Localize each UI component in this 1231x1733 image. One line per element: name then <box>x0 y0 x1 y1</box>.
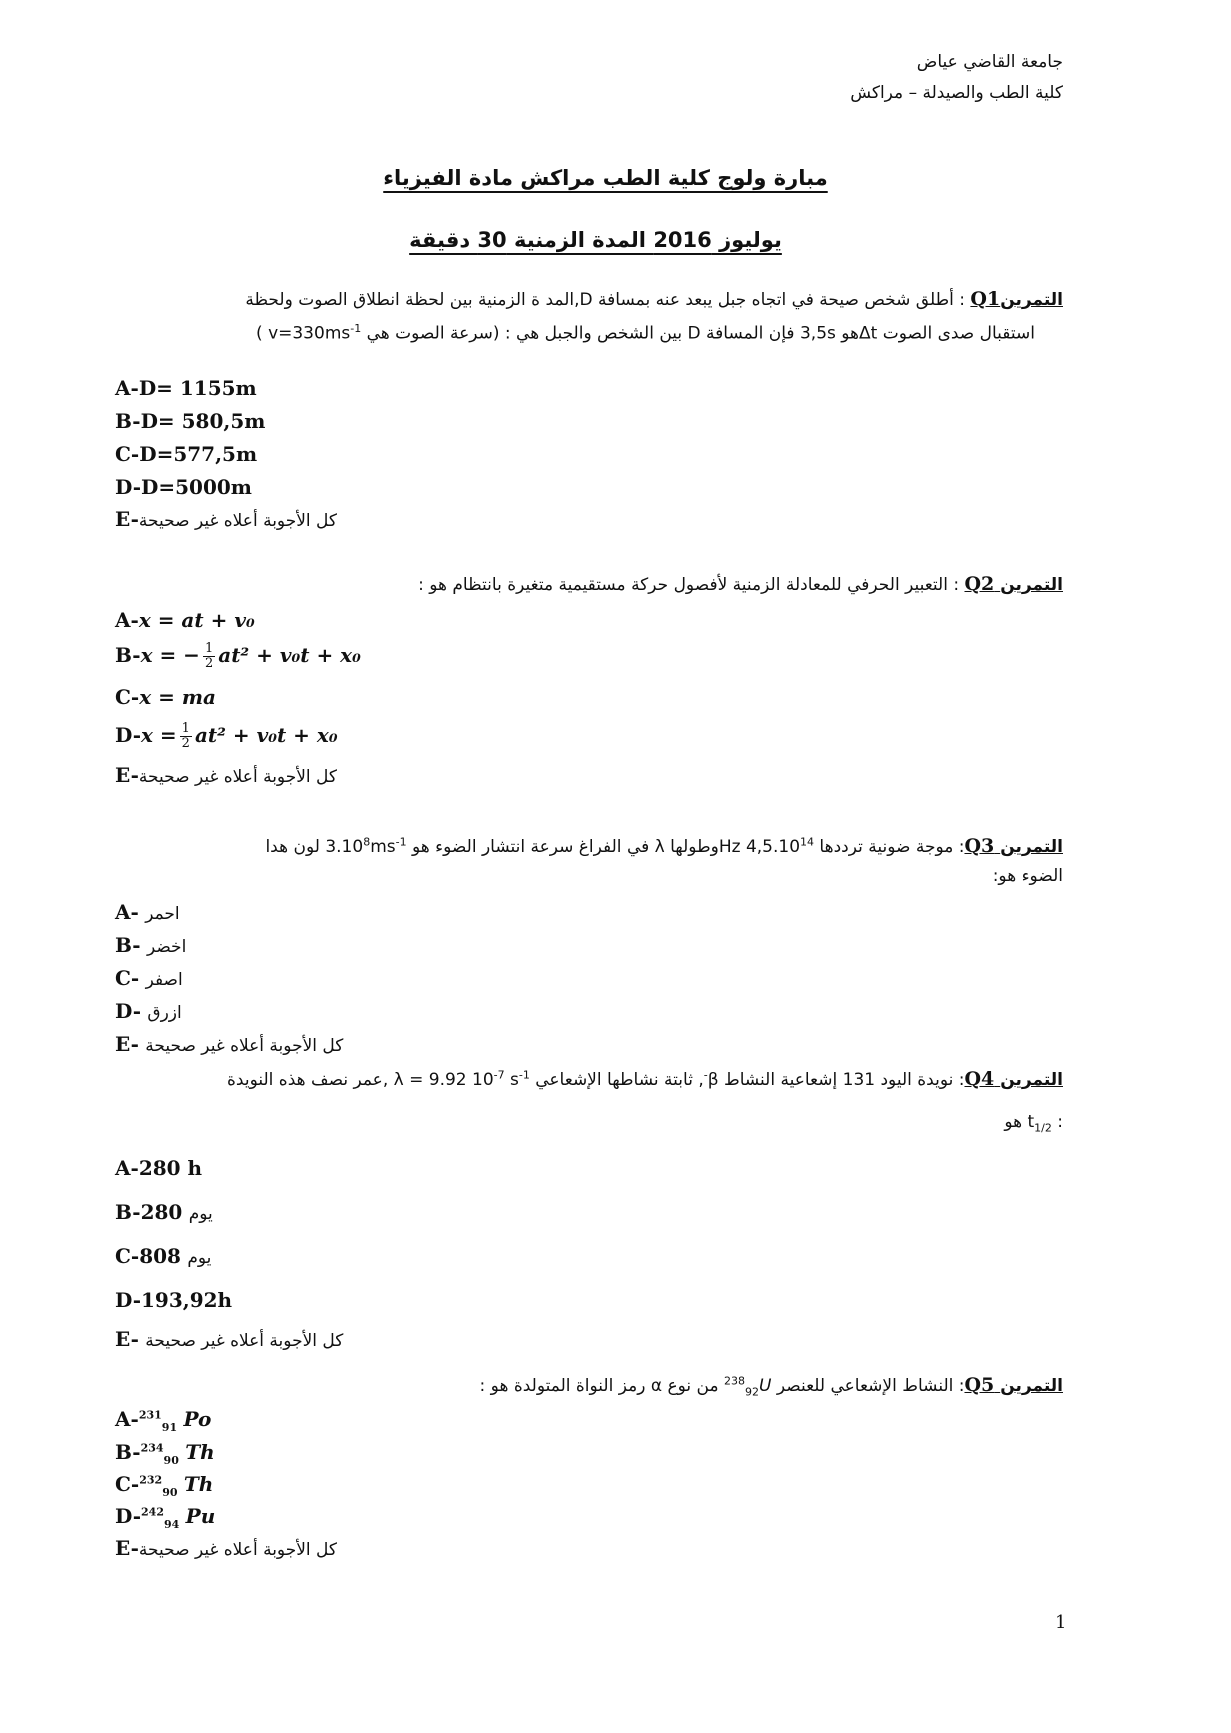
q1-option-a: A-D= 1155m <box>115 376 257 400</box>
q4-option-b: B-280 يوم <box>115 1200 213 1224</box>
page-number: 1 <box>1055 1612 1067 1633</box>
exam-title: مبارة ولوج كلية الطب مراكش مادة الفيزياء <box>383 166 828 190</box>
q3-option-b: B- اخضر <box>115 933 187 957</box>
q3-statement-line2: الضوء هو: <box>992 866 1063 886</box>
q1-option-e: E-كل الأجوبة أعلاه غير صحيحة <box>115 507 338 531</box>
q2-option-e: E-كل الأجوبة أعلاه غير صحيحة <box>115 763 338 787</box>
q2-option-b: B-x = − $\frac{1}{2}$ at² + v₀t + x₀ <box>115 641 361 671</box>
q2-option-d: D-x = $\frac{1}{2}$ at² + v₀t + x₀ <box>115 721 338 751</box>
q3-option-e: E- كل الأجوبة أعلاه غير صحيحة <box>115 1032 344 1056</box>
q3-statement-line1: التمرين Q3: موجة ضونية ترددها 4,5.10$^{14}$ Hzوطولها λ في الفراغ سرعة انتشار الضوء هو $3.10^8ms^{-1}$ لون هدا <box>265 835 1063 857</box>
q5-option-c: C-$^{232}_{90}$ Th <box>115 1472 214 1499</box>
q5-option-e: E-كل الأجوبة أعلاه غير صحيحة <box>115 1536 338 1560</box>
q1-option-d: D-D=5000m <box>115 475 252 499</box>
q4-option-d: D-193,92h <box>115 1288 233 1312</box>
exam-date-duration: يوليوز 2016 المدة الزمنية 30 دقيقة <box>409 228 782 252</box>
q4-option-e: E- كل الأجوبة أعلاه غير صحيحة <box>115 1327 344 1351</box>
q1-statement-line2: استقبال صدى الصوت Δtهو 3,5s فإن المسافة D بين الشخص والجبل هي : (سرعة الصوت هي $v=330ms^{-1}$ ) <box>256 322 1035 344</box>
fraction: $\frac{1}{2}$ <box>204 641 214 671</box>
q5-statement: التمرين Q5: النشاط الإشعاعي للعنصر $^{238}_{92}$U من نوع α رمز النواة المتولدة هو : <box>479 1374 1063 1399</box>
q4-statement-line2: : $t_{1/2}$ هو <box>1004 1112 1063 1135</box>
university-name: جامعة القاضي عياض <box>916 52 1063 72</box>
fraction: $\frac{1}{2}$ <box>181 721 190 751</box>
q3-option-a: A- احمر <box>115 900 180 924</box>
q1-statement-line1: التمرينQ1 : أطلق شخص صيحة في اتجاه جبل يبعد عنه بمسافة D,المد ة الزمنية بين لحظة انطلاق الصوت ولحظة <box>245 288 1063 310</box>
q5-option-b: B-$^{234}_{90}$ Th <box>115 1440 215 1467</box>
q2-option-a: A-x = at + v₀ <box>115 608 255 632</box>
q4-statement-line1: التمرين Q4: نويدة اليود 131 إشعاعية النشاط β-, ثابتة نشاطها الإشعاعي λ = 9.92 $10^{-7}$ $s^{-1}$ ,عمر نصف هذه النويدة <box>227 1068 1063 1090</box>
q5-option-d: D-$^{242}_{94}$ Pu <box>115 1504 216 1531</box>
q4-option-a: A-280 h <box>115 1156 203 1180</box>
q3-option-d: D- ازرق <box>115 999 182 1023</box>
q2-statement: التمرين Q2 : التعبير الحرفي للمعادلة الزمنية لأفصول حركة مستقيمية متغيرة بانتظام هو : <box>418 573 1063 595</box>
q1-option-b: B-D= 580,5m <box>115 409 266 433</box>
q4-option-c: C-808 يوم <box>115 1244 212 1268</box>
q2-option-c: C-x = ma <box>115 685 216 709</box>
q1-option-c: C-D=577,5m <box>115 442 258 466</box>
q5-option-a: A-$^{231}_{91}$ Po <box>115 1407 212 1434</box>
faculty-name: كلية الطب والصيدلة – مراكش <box>850 83 1063 103</box>
q3-option-c: C- اصفر <box>115 966 183 990</box>
